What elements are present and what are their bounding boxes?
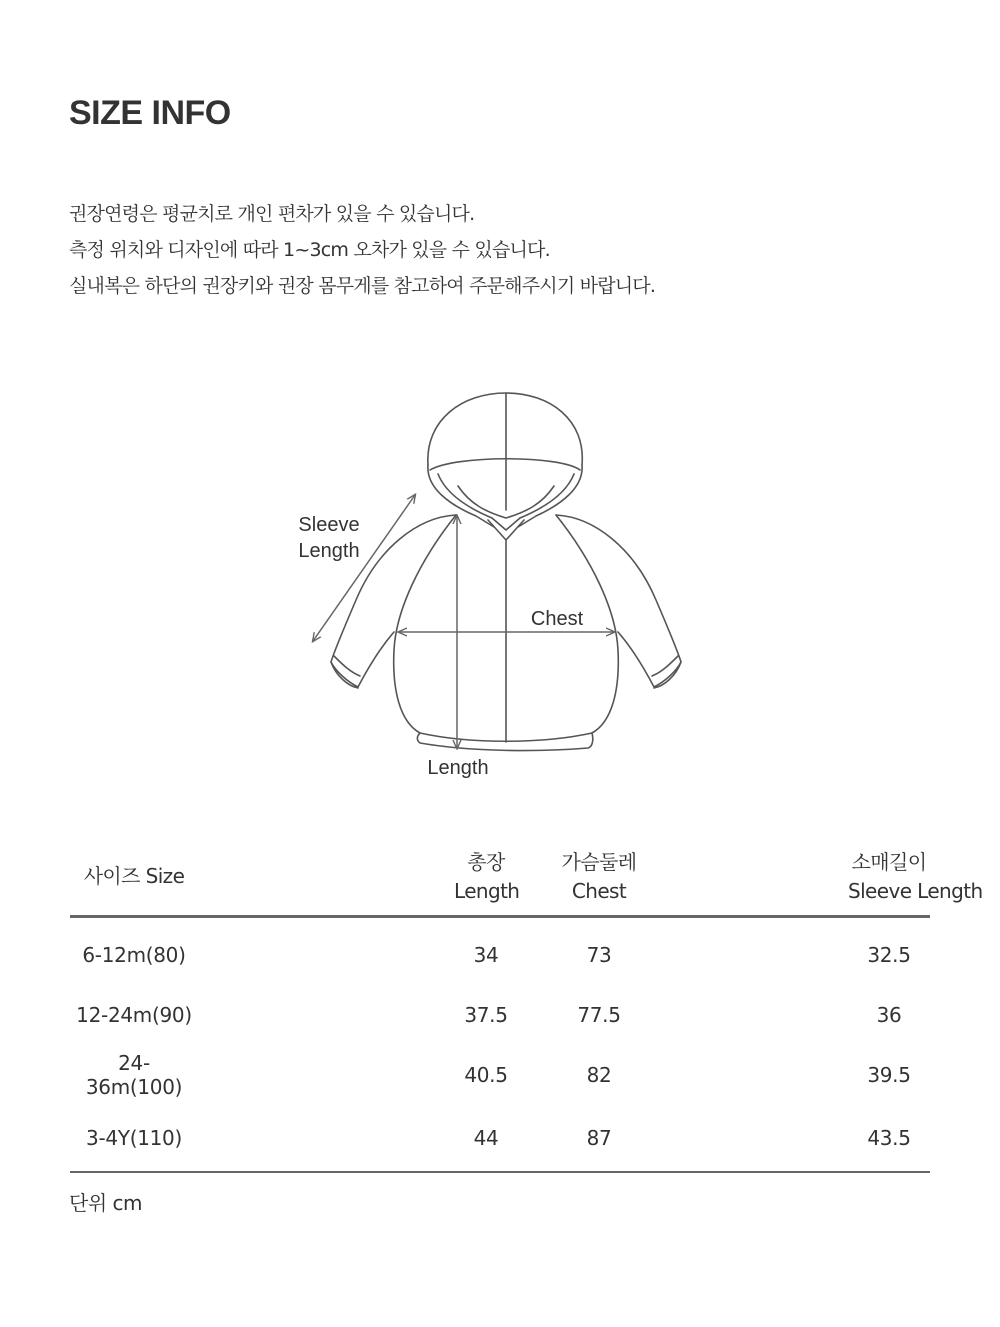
table-header-row: [70, 838, 930, 917]
cell-length: 40.5: [464, 1063, 508, 1087]
header-length: [198, 838, 518, 917]
note-line: 실내복은 하단의 권장키와 권장 몸무게를 참고하여 주문해주시기 바랍니다.: [69, 275, 656, 297]
header-label: 소매길이: [851, 849, 927, 874]
cell-chest: 82: [586, 1063, 612, 1087]
cell-length: 34: [473, 943, 499, 967]
cell-sleeve-length: 32.5: [867, 943, 911, 967]
sleeve-length-label: Length: [298, 540, 360, 562]
cell-sleeve-length: 36: [876, 1003, 902, 1027]
sleeve-length-label: Sleeve: [298, 514, 360, 536]
cell-sleeve-length: 39.5: [867, 1063, 911, 1087]
hood-outline: [428, 393, 582, 465]
table-row: [70, 917, 930, 986]
header-chest: [518, 838, 680, 917]
collar: [488, 520, 524, 540]
body-left: [394, 515, 456, 733]
right-sleeve: [556, 515, 681, 687]
measure-lines: [313, 495, 614, 748]
header-sublabel: Sleeve Length: [848, 878, 983, 903]
header-label: 가슴둘레: [561, 849, 637, 874]
size-notes: [69, 196, 949, 304]
cell-length: 44: [198, 1105, 518, 1172]
cell-size: 12-24m(90): [76, 1003, 192, 1027]
length-label: Length: [427, 757, 489, 779]
cell-size: 3-4Y(110): [70, 1105, 198, 1172]
cell-chest: 77.5: [577, 1003, 621, 1027]
hood-band-outer: [428, 465, 494, 527]
header-sublabel: Chest: [571, 878, 627, 903]
cell-size: 24-36m(100): [85, 1051, 183, 1099]
cell-chest: 87: [518, 1105, 680, 1172]
hood-inner: [438, 474, 574, 530]
header-label: 총장: [467, 849, 505, 874]
note-line: 권장연령은 평균치로 개인 편차가 있을 수 있습니다.: [69, 203, 475, 225]
table-row: [70, 985, 930, 1045]
page-title: SIZE INFO: [69, 94, 231, 132]
cell-chest: 73: [586, 943, 612, 967]
hood-brim: [430, 459, 580, 470]
cell-length: 37.5: [464, 1003, 508, 1027]
body-right: [556, 515, 618, 733]
table-row: [70, 1045, 930, 1105]
header-sleeve-length: [680, 838, 983, 917]
sleeve-length-arrow: [313, 495, 415, 641]
header-label: 사이즈 Size: [83, 864, 185, 888]
header-sublabel: Length: [454, 878, 520, 903]
left-sleeve: [331, 515, 456, 687]
size-table: [70, 838, 983, 1173]
cell-size: 6-12m(80): [82, 943, 186, 967]
right-cuff: [654, 662, 681, 688]
unit-note: 단위 cm: [69, 1191, 142, 1215]
note-line: 측정 위치와 디자인에 따라 1~3cm 오차가 있을 수 있습니다.: [69, 239, 550, 261]
hoodie-drawing: [331, 393, 681, 751]
header-size: [70, 838, 198, 917]
left-cuff: [331, 662, 358, 688]
hem-band: [417, 733, 592, 751]
cell-sleeve-length: 43.5: [680, 1105, 930, 1172]
chest-label: Chest: [530, 608, 584, 630]
table-row: [70, 1105, 930, 1172]
